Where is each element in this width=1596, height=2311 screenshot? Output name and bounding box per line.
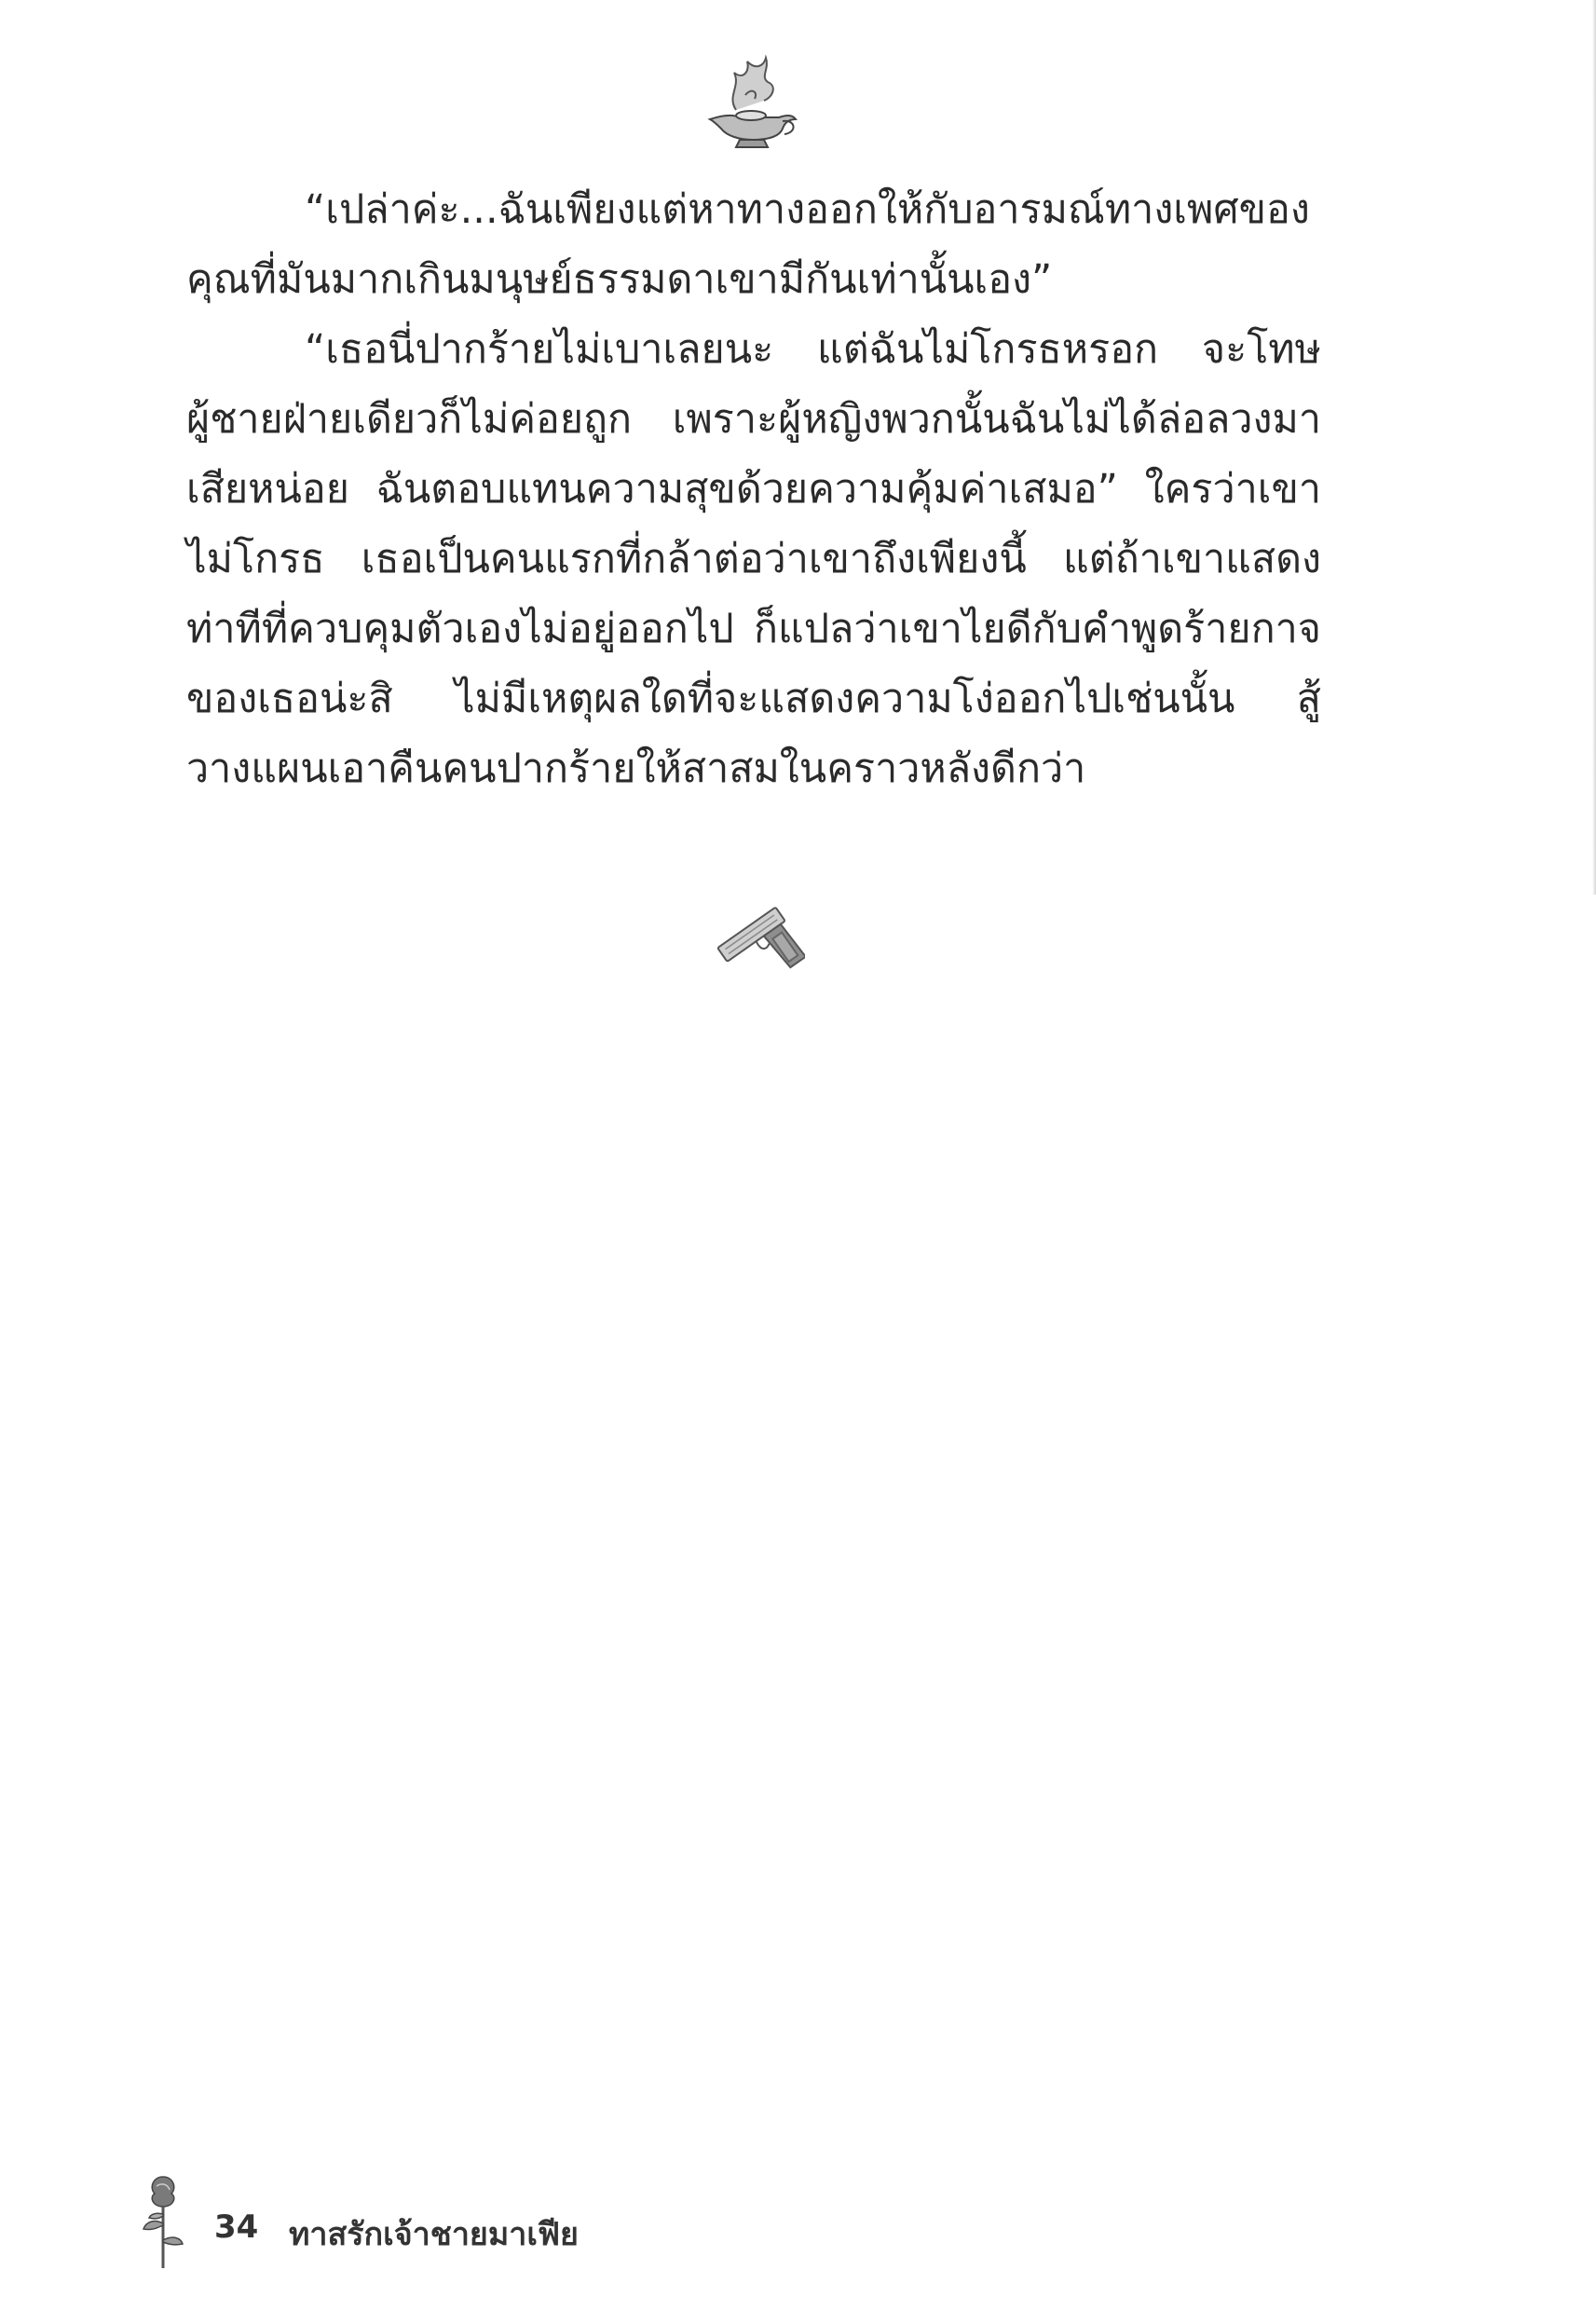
page-number: 34 bbox=[214, 2208, 259, 2246]
paragraph-2: “เธอนี่ปากร้ายไม่เบาเลยนะ แต่ฉันไม่โกรธหรอก จะโทษผู้ชายฝ่ายเดียวก็ไม่ค่อยถูก เพราะผู้หญิงพวกนั้นฉันไม่ได้ล่อลวงมาเสียหน่อย ฉันตอบแทนความสุขด้วยความคุ้มค่าเสมอ” ใครว่าเขาไม่โกรธ เธอเป็นคนแรกที่กล้าต่อว่าเขาถึงเพียงนี้ แต่ถ้าเขาแสดงท่าทีที่ควบคุมตัวเองไม่อยู่ออกไป ก็แปลว่าเขาไยดีกับคำพูดร้ายกาจของเธอน่ะสิ ไม่มีเหตุผลใดที่จะแสดงความโง่ออกไปเช่นนั้น สู้วางแผนเอาคืนคนปากร้ายให้สาสมในคราวหลังดีกว่า bbox=[186, 326, 1321, 792]
pistol-icon bbox=[712, 896, 805, 999]
genie-lamp-icon bbox=[699, 54, 801, 157]
rose-icon bbox=[140, 2171, 186, 2274]
chapter-body bbox=[186, 175, 1321, 804]
page-footer bbox=[140, 2171, 624, 2274]
page-edge-shadow bbox=[1592, 0, 1596, 895]
book-title: ทาสรักเจ้าชายมาเฟีย bbox=[289, 2216, 579, 2253]
paragraph-1: “เปล่าค่ะ...ฉันเพียงแต่หาทางออกให้กับอารมณ์ทางเพศของคุณที่มันมากเกินมนุษย์ธรรมดาเขามีกันเท่านั้นเอง” bbox=[186, 186, 1310, 303]
